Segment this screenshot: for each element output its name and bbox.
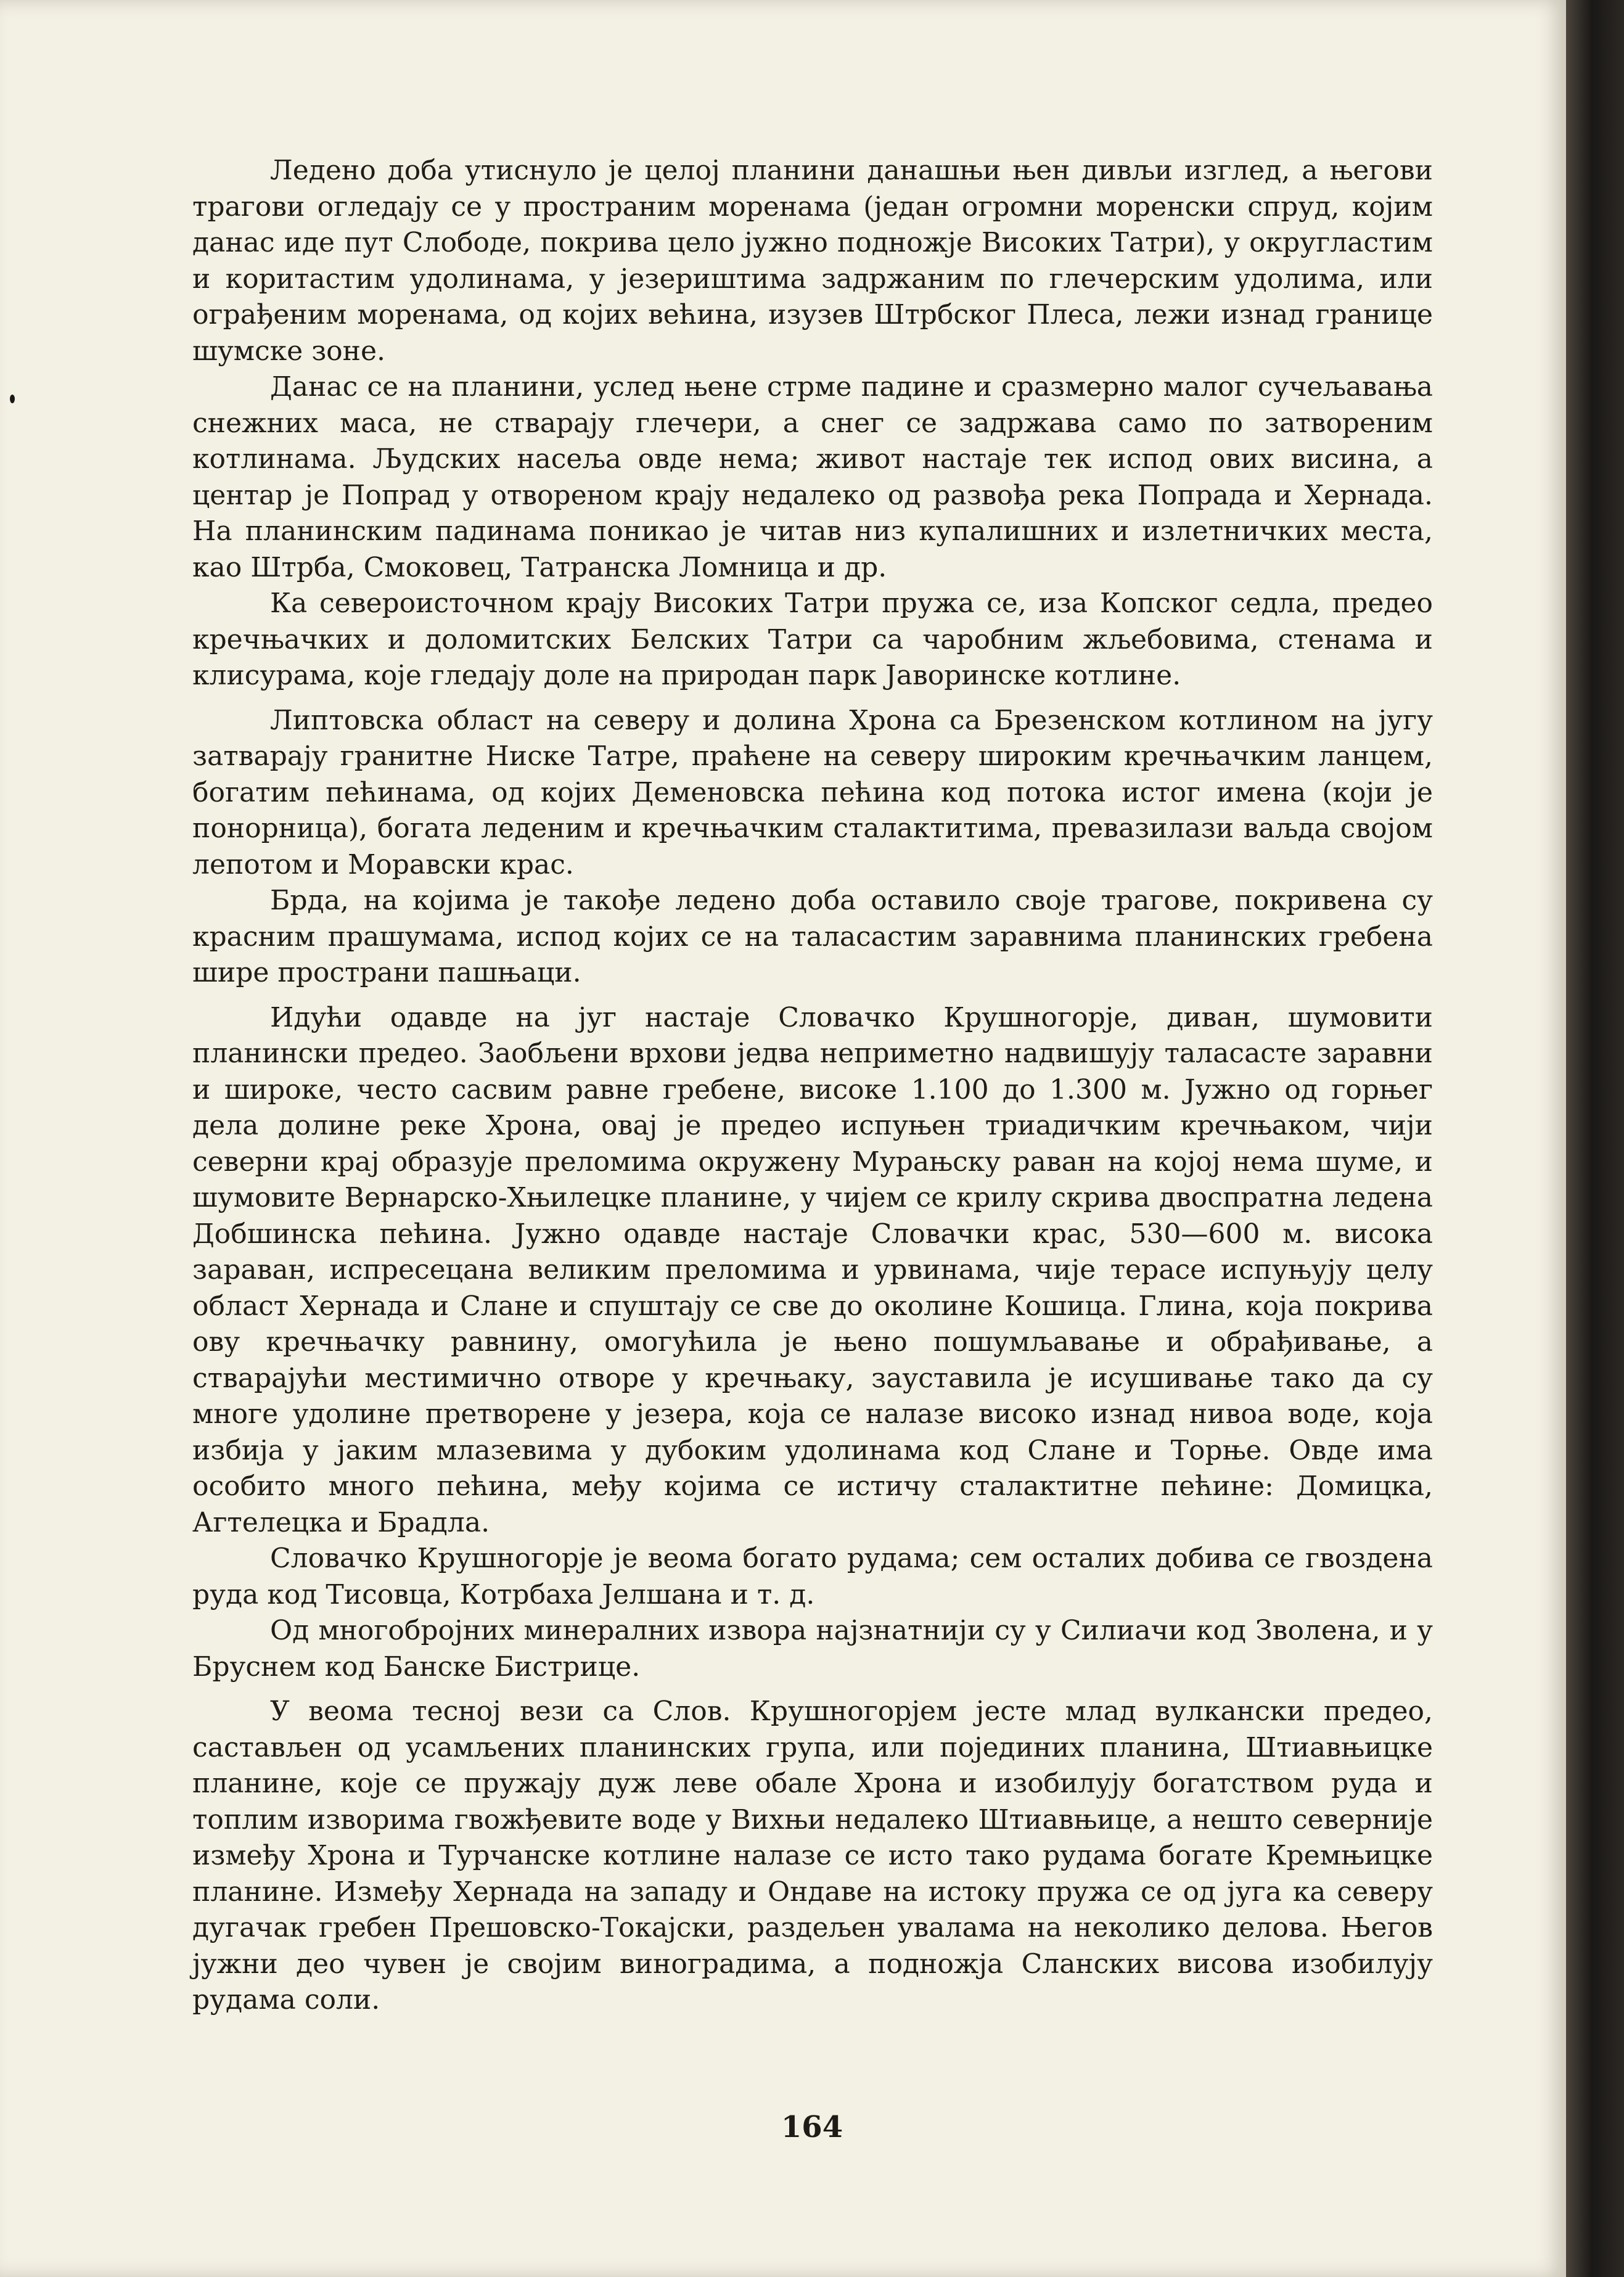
paragraph-8: Од многобројних минералних извора најзнатнији су у Силиачи код Зволена, и у Бруснем код Банске Бистрице. (192, 1615, 1433, 1683)
paragraph-6: Идући одавде на југ настаје Словачко Крушногорје, диван, шумовити планински предео. Заобљени врхови једва неприметно надвишују таласасте заравни и широке, често сасвим равне гребене, високе 1.100 до 1.300 м. Јужно од горњег дела долине реке Хрона, овај је предео испуњен триадичким кречњаком, чији северни крај образује преломима окружену Мурањску раван на којој нема шуме, и шумовите Вернарско-Хњилецке планине, у чијем се крилу скрива двоспратна ледена Добшинска пећина. Јужно одавде настаје Словачки крас, 530—600 м. висока зараван, испресецана великим преломима и урвинама, чије терасе испуњују целу област Хернада и Слане и спуштају се све до околине Кошица. Глина, која покрива ову кречњачку равнину, омогућила је њено пошумљавање и обрађивање, а стварајући местимично отворе у кречњаку, зауставила је исушивање тако да су многе удолине претворене у језера, која се налазе високо изнад нивоа воде, која избија у јаким млазевима у дубоким удолинама код Слане и Торње. Овде има особито много пећина, међу којима се истичу сталактитне пећине: Домицка, Агтелецка и Брадла. (192, 1001, 1433, 1538)
page-edge-mark (10, 395, 15, 403)
paragraph-4: Липтовска област на северу и долина Хрона са Брезенском котлином на југу затварају гранитне Ниске Татре, праћене на северу широким кречњачким ланцем, богатим пећинама, од којих Деменовска пећина код потока истог имена (који је понорница), богата леденим и кречњачким сталактитима, превазилази ваљда својом лепотом и Моравски крас. (192, 704, 1433, 880)
paragraph-7: Словачко Крушногорје је веома богато рудама; сем осталих добива се гвоздена руда код Тисовца, Котрбаха Јелшана и т. д. (192, 1543, 1433, 1610)
paragraph-5: Брда, на којима је такође ледено доба оставило своје трагове, покривена су красним прашумама, испод којих се на таласастим заравнима планинских гребена шире пространи пашњаци. (192, 885, 1433, 988)
body-text (192, 153, 1433, 2019)
page-number: 164 (781, 2110, 843, 2144)
book-spine-edge (1566, 0, 1624, 2277)
paragraph-9: У веома тесној вези са Слов. Крушногорјем јесте млад вулкански предео, састављен од усамљених планинских група, или појединих планина, Штиавњицке планине, које се пружају дуж леве обале Хрона и изобилују богатством руда и топлим изворима гвожђевите воде у Вихњи недалеко Штиавњице, а нешто северније између Хрона и Турчанске котлине налазе се исто тако рудама богате Кремњицке планине. Између Хернада на западу и Ондаве на истоку пружа се од југа ка северу дугачак гребен Прешовско-Токајски, раздељен увалама на неколико делова. Његов јужни део чувен је својим виноградима, а подножја Сланских висова изобилују рудама соли. (192, 1696, 1433, 2016)
paragraph-1: Ледено доба утиснуло је целој планини данашњи њен дивљи изглед, а његови трагови огледају се у пространим моренама (један огромни моренски спруд, којим данас иде пут Слободе, покрива цело јужно подножје Високих Татри), у округластим и коритастим удолинама, у језериштима задржаним по глечерским удолима, или ограђеним моренама, од којих већина, изузев Штрбског Плеса, лежи изнад границе шумске зоне. (192, 155, 1433, 367)
paragraph-2: Данас се на планини, услед њене стрме падине и сразмерно малог сучељавања снежних маса, не стварају глечери, а снег се задржава само по затвореним котлинама. Људских насеља овде нема; живот настаје тек испод ових висина, а центар је Попрад у отвореном крају недалеко од развођа река Попрада и Хернада. На планинским падинама поникао је читав низ купалишних и излетничких места, као Штрба, Смоковец, Татранска Ломница и др. (192, 371, 1433, 583)
paragraph-3: Ка североисточном крају Високих Татри пружа се, иза Копског седла, предео кречњачких и доломитских Белских Татри са чаробним жљебовима, стенама и клисурама, које гледају доле на природан парк Јаворинске котлине. (192, 588, 1433, 691)
